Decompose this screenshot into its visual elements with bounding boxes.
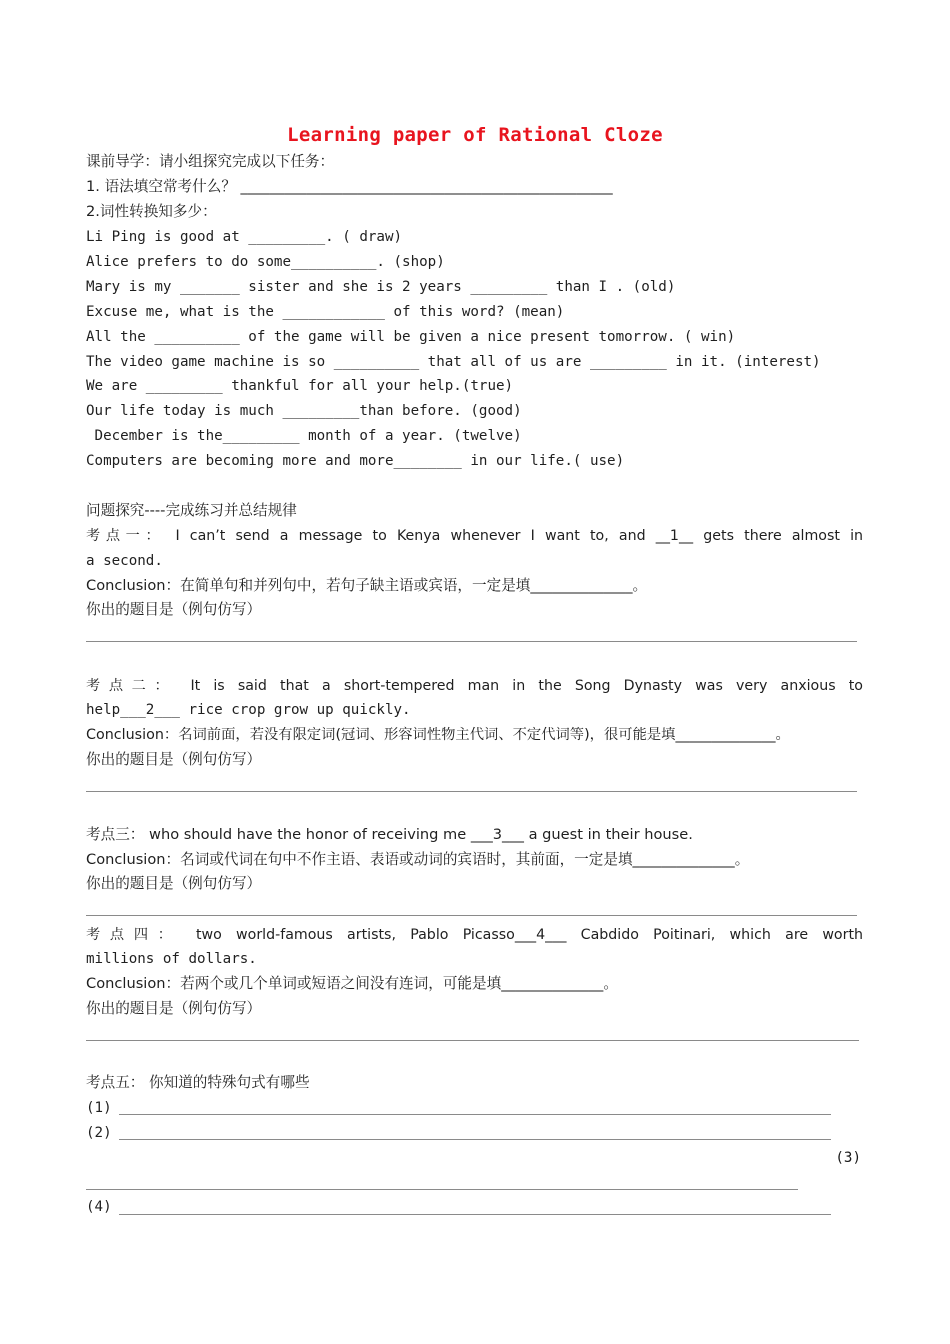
exercise-item-1: Li Ping is good at _________. ( draw) (86, 229, 403, 245)
exercise-item-9: December is the_________ month of a year. (twelve) (86, 428, 522, 444)
point5-answer-line-4[interactable] (119, 1214, 831, 1215)
point5-label-1: (1) (86, 1100, 112, 1116)
point4-sentence: 考点四： two world-famous artists, Pablo Picasso___4___ Cabdido Poitinari, which are worth (86, 927, 863, 943)
point4-answer-line[interactable] (86, 1040, 859, 1041)
point2-answer-line[interactable] (86, 791, 857, 792)
point5-answer-line-3[interactable] (86, 1189, 798, 1190)
preview-heading: 课前导学：请小组探究完成以下任务： (86, 153, 335, 170)
point1-prompt: 你出的题目是（例句仿写） (86, 601, 262, 618)
point1-sentence: 考点一： I can’t send a message to Kenya whenever I want to, and __1__ gets there almost in (86, 528, 863, 544)
point3-answer-line[interactable] (86, 915, 857, 916)
point1-sentence-cont: a second. (86, 553, 163, 569)
point2-prompt: 你出的题目是（例句仿写） (86, 751, 262, 768)
point3-prompt: 你出的题目是（例句仿写） (86, 875, 262, 892)
point1-conclusion: Conclusion：在简单句和并列句中，若句子缺主语或宾语，一定是填______________。 (86, 577, 648, 594)
point3-sentence: 考点三： who should have the honor of receiving me ___3___ a guest in their house. (86, 826, 693, 843)
point1-answer-line[interactable] (86, 641, 857, 642)
point5-label-4: (4) (86, 1199, 112, 1215)
preview-question-2: 2.词性转换知多少： (86, 203, 217, 220)
point5-answer-line-1[interactable] (119, 1114, 831, 1115)
point5-label-3: (3) (835, 1150, 861, 1166)
exercise-item-8: Our life today is much _________than before. (good) (86, 403, 522, 419)
point2-conclusion: Conclusion：名词前面，若没有限定词(冠词、形容词性物主代词、不定代词等)，很可能是填______________。 (86, 727, 790, 743)
exercise-item-4: Excuse me, what is the ____________ of this word? (mean) (86, 304, 565, 320)
exercise-item-7: We are _________ thankful for all your help.(true) (86, 378, 514, 394)
preview-question-1: 1. 语法填空常考什么？ ___________________________________________________ (86, 178, 613, 195)
point2-sentence: 考点二： It is said that a short-tempered man in the Song Dynasty was very anxious to (86, 678, 863, 694)
exercise-item-10: Computers are becoming more and more________ in our life.( use) (86, 453, 625, 469)
point5-heading: 考点五： 你知道的特殊句式有哪些 (86, 1074, 310, 1091)
page-title: Learning paper of Rational Cloze (287, 124, 663, 146)
point3-conclusion: Conclusion：名词或代词在句中不作主语、表语或动词的宾语时，其前面，一定是填______________。 (86, 851, 750, 868)
point4-conclusion: Conclusion：若两个或几个单词或短语之间没有连词，可能是填______________。 (86, 975, 618, 992)
point5-label-2: (2) (86, 1125, 112, 1141)
exercise-item-2: Alice prefers to do some__________. (shop) (86, 254, 445, 270)
point2-sentence-cont: help___2___ rice crop grow up quickly. (86, 702, 411, 718)
explore-heading: 问题探究----完成练习并总结规律 (86, 502, 297, 519)
point4-sentence-cont: millions of dollars. (86, 951, 257, 967)
point5-answer-line-2[interactable] (119, 1139, 831, 1140)
exercise-item-5: All the __________ of the game will be given a nice present tomorrow. ( win) (86, 329, 736, 345)
exercise-item-3: Mary is my _______ sister and she is 2 years _________ than I . (old) (86, 279, 676, 295)
exercise-item-6: The video game machine is so __________ that all of us are _________ in it. (interest) (86, 354, 821, 370)
point4-prompt: 你出的题目是（例句仿写） (86, 1000, 262, 1017)
